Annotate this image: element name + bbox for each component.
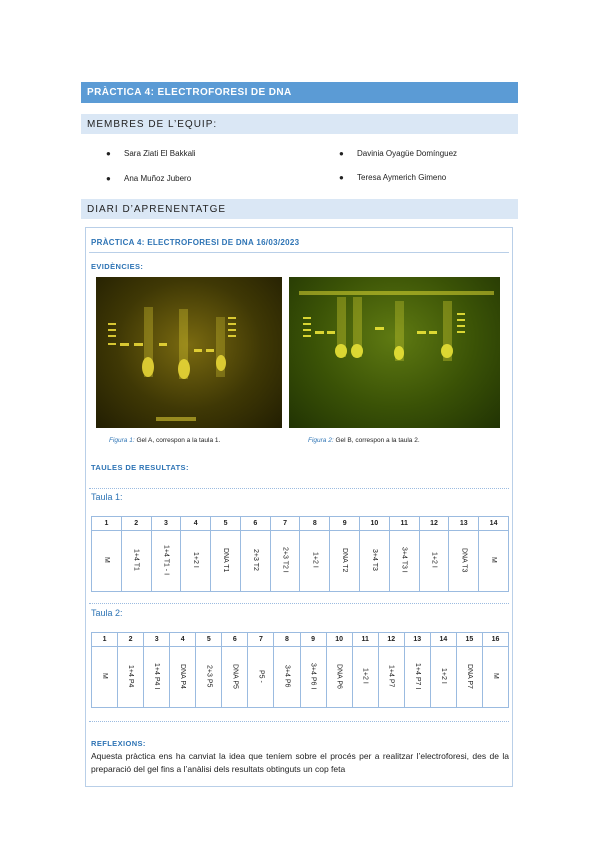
table-cell: [300, 531, 330, 592]
cell-value: 1+2 I: [439, 668, 447, 684]
divider: [89, 603, 509, 604]
table-cell: 7: [270, 517, 300, 531]
table-cell: [144, 647, 170, 708]
cell-value: DNA T1: [222, 547, 230, 573]
table-cell: [222, 647, 248, 708]
table-cell: [274, 647, 300, 708]
table-cell: 10: [326, 633, 352, 647]
table-cell: 5: [211, 517, 241, 531]
cell-value: 2+3 P5: [205, 664, 213, 688]
table-1-label: Taula 1:: [91, 492, 123, 502]
table-cell: [378, 647, 404, 708]
member-name: Davinia Oyagüe Domínguez: [357, 149, 458, 158]
gel-b-bands: [289, 277, 500, 428]
table-cell: 2: [118, 633, 144, 647]
member-name: Ana Muñoz Jubero: [124, 174, 192, 183]
results-heading: TAULES DE RESULTATS:: [91, 463, 189, 472]
cell-value: 1+4 P7: [387, 664, 395, 688]
bullet-icon: ●: [339, 173, 344, 182]
cell-value: M: [491, 673, 499, 679]
cell-value: DNA P5: [231, 663, 239, 689]
cell-value: 1+2 I: [311, 552, 319, 568]
table-cell: [389, 531, 419, 592]
practice-title: PRÀCTICA 4: ELECTROFORESI DE DNA: [87, 87, 292, 98]
member-name: Teresa Aymerich Gimeno: [357, 173, 447, 182]
figure-2-label: Figura 2:: [308, 437, 334, 444]
table-cell: [270, 531, 300, 592]
cell-value: 3+4 P6 I: [309, 662, 317, 690]
cell-value: DNA P4: [179, 663, 187, 689]
table-cell: 3: [144, 633, 170, 647]
table-cell: [240, 531, 270, 592]
divider: [89, 252, 509, 253]
table-cell: [326, 647, 352, 708]
cell-value: 2+3 T2: [251, 549, 259, 571]
table-cell: 11: [352, 633, 378, 647]
cell-value: 2+3 T2 I: [281, 547, 289, 573]
figure-1-text: Gel A, correspon a la taula 1.: [134, 437, 221, 444]
figure-2-text: Gel B, correspon a la taula 2.: [333, 437, 420, 444]
table-cell: [181, 531, 211, 592]
table-cell: [449, 531, 479, 592]
table-cell: 7: [248, 633, 274, 647]
diary-heading: DIARI D’APRENENTATGE: [87, 203, 227, 215]
table-cell: 8: [274, 633, 300, 647]
bullet-icon: ●: [106, 174, 111, 183]
cell-value: 1+4 T1: [132, 549, 140, 571]
table-cell: 9: [330, 517, 360, 531]
cell-value: 1+4 P7 I: [413, 662, 421, 690]
figure-2-caption: [308, 437, 420, 444]
table-cell: [170, 647, 196, 708]
table-cell: [92, 647, 118, 708]
table-cell: [456, 647, 482, 708]
divider: [89, 488, 509, 489]
bullet-icon: ●: [339, 149, 344, 158]
cell-value: 3+4 T3 I: [400, 547, 408, 573]
member-item: [339, 149, 458, 158]
table-cell: [330, 531, 360, 592]
gel-a-image: [96, 277, 282, 428]
cell-value: 1+4 P4 I: [153, 662, 161, 690]
table-cell: 10: [360, 517, 390, 531]
table-cell: 4: [170, 633, 196, 647]
results-table-2: [91, 632, 509, 708]
table-cell: 14: [479, 517, 509, 531]
divider: [89, 721, 509, 722]
entry-title: PRÀCTICA 4: ELECTROFORESI DE DNA 16/03/2023: [91, 238, 300, 247]
table-row: [92, 531, 509, 592]
cell-value: P5 -: [257, 669, 265, 683]
table-cell: [479, 531, 509, 592]
table-cell: 1: [92, 633, 118, 647]
table-cell: 6: [222, 633, 248, 647]
members-heading-bar: [81, 114, 518, 134]
evidence-heading: EVIDÈNCIES:: [91, 262, 144, 271]
gel-a-bands: [96, 277, 282, 428]
table-cell: [430, 647, 456, 708]
member-item: [106, 174, 192, 183]
cell-value: DNA T2: [341, 547, 349, 573]
table-cell: [482, 647, 508, 708]
results-table-1: [91, 516, 509, 592]
table-cell: 1: [92, 517, 122, 531]
bullet-icon: ●: [106, 149, 111, 158]
practice-title-bar: [81, 82, 518, 103]
cell-value: M: [490, 557, 498, 563]
figure-1-label: Figura 1:: [109, 437, 135, 444]
diary-heading-bar: [81, 199, 518, 219]
gel-b-image: [289, 277, 500, 428]
cell-value: 3+4 T3: [370, 549, 378, 571]
cell-value: 3+4 P6: [283, 664, 291, 688]
table-cell: 6: [240, 517, 270, 531]
cell-value: M: [101, 673, 109, 679]
reflections-text: Aquesta pràctica ens ha canviat la idea que teníem sobre el procés per a realitzar l’electroforesi, des de la preparació del gel fins a l’anàlisi dels resultats obtinguts un cop feta: [91, 751, 509, 774]
table-cell: 14: [430, 633, 456, 647]
member-item: [106, 149, 196, 158]
table-cell: 12: [419, 517, 449, 531]
table-cell: [196, 647, 222, 708]
table-cell: [404, 647, 430, 708]
table-header-row: [92, 517, 509, 531]
table-cell: 2: [121, 517, 151, 531]
table-cell: 3: [151, 517, 181, 531]
figure-1-caption: [109, 437, 220, 444]
reflections-heading: REFLEXIONS:: [91, 739, 146, 748]
cell-value: 1+2 I: [192, 552, 200, 568]
table-cell: 16: [482, 633, 508, 647]
cell-value: DNA P6: [335, 663, 343, 689]
table-cell: 5: [196, 633, 222, 647]
cell-value: 1+4 P4: [127, 664, 135, 688]
member-name: Sara Ziati El Bakkali: [124, 149, 196, 158]
table-cell: 4: [181, 517, 211, 531]
cell-value: M: [102, 557, 110, 563]
table-header-row: [92, 633, 509, 647]
table-cell: 8: [300, 517, 330, 531]
table-cell: 13: [404, 633, 430, 647]
table-cell: 15: [456, 633, 482, 647]
table-cell: [352, 647, 378, 708]
table-cell: [360, 531, 390, 592]
member-item: [339, 173, 447, 182]
table-2-label: Taula 2:: [91, 608, 123, 618]
cell-value: DNA P7: [465, 663, 473, 689]
table-cell: [211, 531, 241, 592]
table-cell: [118, 647, 144, 708]
table-cell: [419, 531, 449, 592]
table-row: [92, 647, 509, 708]
table-cell: [300, 647, 326, 708]
cell-value: 1+2 I: [430, 552, 438, 568]
table-cell: [151, 531, 181, 592]
cell-value: 1+2 I: [361, 668, 369, 684]
table-cell: 9: [300, 633, 326, 647]
table-cell: [248, 647, 274, 708]
table-cell: 13: [449, 517, 479, 531]
cell-value: 1+4 T1 - I: [162, 544, 170, 576]
table-cell: [121, 531, 151, 592]
table-cell: 12: [378, 633, 404, 647]
members-heading: MEMBRES DE L’EQUIP:: [87, 118, 218, 130]
table-cell: [92, 531, 122, 592]
table-cell: 11: [389, 517, 419, 531]
cell-value: DNA T3: [460, 547, 468, 573]
